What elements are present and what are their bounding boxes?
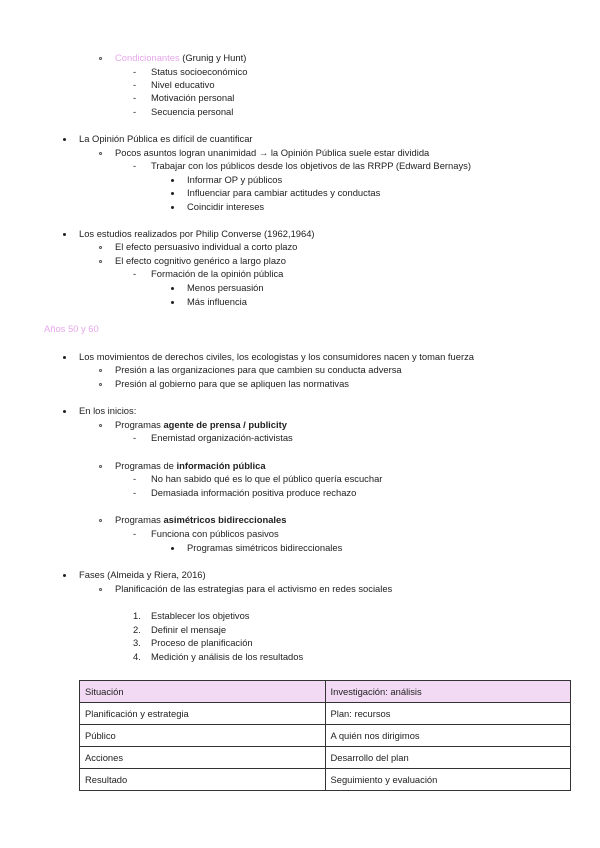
step-text: Medición y análisis de los resultados bbox=[151, 651, 304, 662]
table-cell: Desarrollo del plan bbox=[325, 747, 571, 769]
disc-bullet-icon bbox=[171, 287, 174, 290]
step-text: Proceso de planificación bbox=[151, 637, 253, 648]
table-cell: Resultado bbox=[80, 769, 326, 791]
list-item: Secuencia personal bbox=[151, 106, 234, 117]
table-row bbox=[80, 725, 571, 747]
program-line bbox=[115, 514, 286, 526]
disc-bullet-icon bbox=[63, 356, 66, 359]
circle-bullet-icon bbox=[99, 383, 102, 386]
dash-bullet-icon: - bbox=[133, 106, 137, 117]
disc-bullet-icon bbox=[171, 192, 174, 195]
list-item: Presión a las organizaciones para que cambien su conducta adversa bbox=[115, 364, 402, 375]
dash-bullet-icon: - bbox=[133, 473, 137, 484]
table-row bbox=[80, 769, 571, 791]
dash-bullet-icon: - bbox=[133, 79, 137, 90]
table-cell: A quién nos dirigimos bbox=[325, 725, 571, 747]
disc-bullet-icon bbox=[63, 410, 66, 413]
list-item: La Opinión Pública es difícil de cuantificar bbox=[79, 133, 253, 144]
dash-bullet-icon: - bbox=[133, 92, 137, 103]
circle-bullet-icon bbox=[99, 152, 102, 155]
program-line bbox=[115, 460, 266, 472]
circle-bullet-icon bbox=[99, 369, 102, 372]
table-cell: Público bbox=[80, 725, 326, 747]
list-item: Pocos asuntos logran unanimidad → la Opinión Pública suele estar dividida bbox=[115, 147, 430, 158]
program-name: asimétricos bidireccionales bbox=[163, 514, 287, 525]
list-item: Más influencia bbox=[187, 296, 247, 307]
circle-bullet-icon bbox=[99, 57, 102, 60]
disc-bullet-icon bbox=[63, 138, 66, 141]
list-item: Influenciar para cambiar actitudes y conductas bbox=[187, 187, 381, 198]
table-row bbox=[80, 747, 571, 769]
circle-bullet-icon bbox=[99, 519, 102, 522]
list-item: No han sabido qué es lo que el público quería escuchar bbox=[151, 473, 383, 484]
disc-bullet-icon bbox=[63, 574, 66, 577]
dash-bullet-icon: - bbox=[133, 268, 137, 279]
list-item: Programas simétricos bidireccionales bbox=[187, 542, 343, 553]
list-item: Nivel educativo bbox=[151, 79, 215, 90]
list-item: Coincidir intereses bbox=[187, 201, 265, 212]
dash-bullet-icon: - bbox=[133, 487, 137, 498]
condicionantes-keyword: Condicionantes bbox=[115, 52, 180, 63]
table-cell: Acciones bbox=[80, 747, 326, 769]
step-text: Establecer los objetivos bbox=[151, 610, 250, 621]
list-item: Enemistad organización-activistas bbox=[151, 432, 293, 443]
list-item: Status socioeconómico bbox=[151, 66, 248, 77]
table-row bbox=[80, 703, 571, 725]
program-name: agente de prensa / publicity bbox=[163, 419, 287, 430]
table-cell: Seguimiento y evaluación bbox=[325, 769, 571, 791]
list-item: Formación de la opinión pública bbox=[151, 268, 284, 279]
list-item: Funciona con públicos pasivos bbox=[151, 528, 279, 539]
table-cell: Planificación y estrategia bbox=[80, 703, 326, 725]
circle-bullet-icon bbox=[99, 260, 102, 263]
dash-bullet-icon: - bbox=[133, 160, 137, 171]
list-item: Menos persuasión bbox=[187, 282, 264, 293]
dash-bullet-icon: - bbox=[133, 432, 137, 443]
list-item: Los movimientos de derechos civiles, los ecologistas y los consumidores nacen y toman fuerza bbox=[79, 351, 474, 362]
table-cell: Plan: recursos bbox=[325, 703, 571, 725]
circle-bullet-icon bbox=[99, 424, 102, 427]
list-item: Demasiada información positiva produce rechazo bbox=[151, 487, 357, 498]
step-number: 2. bbox=[133, 624, 141, 635]
disc-bullet-icon bbox=[171, 206, 174, 209]
list-item: Motivación personal bbox=[151, 92, 235, 103]
list-item: Planificación de las estrategias para el activismo en redes sociales bbox=[115, 583, 393, 594]
step-number: 1. bbox=[133, 610, 141, 621]
condicionantes-rest: (Grunig y Hunt) bbox=[179, 52, 247, 63]
list-item: Los estudios realizados por Philip Converse (1962,1964) bbox=[79, 228, 315, 239]
dash-bullet-icon: - bbox=[133, 528, 137, 539]
step-number: 3. bbox=[133, 637, 141, 648]
table-header-row bbox=[80, 681, 571, 703]
planning-table bbox=[79, 680, 571, 791]
list-item: En los inicios: bbox=[79, 405, 137, 416]
section-heading: Años 50 y 60 bbox=[44, 323, 99, 334]
circle-bullet-icon bbox=[99, 465, 102, 468]
table-cell: Situación bbox=[80, 681, 326, 703]
list-item: Presión al gobierno para que se apliquen las normativas bbox=[115, 378, 349, 389]
program-prefix: Programas bbox=[115, 419, 164, 430]
dash-bullet-icon: - bbox=[133, 66, 137, 77]
condicionantes-line bbox=[115, 52, 246, 64]
disc-bullet-icon bbox=[171, 301, 174, 304]
disc-bullet-icon bbox=[171, 179, 174, 182]
list-item: Trabajar con los públicos desde los objetivos de las RRPP (Edward Bernays) bbox=[151, 160, 471, 171]
program-prefix: Programas bbox=[115, 514, 164, 525]
table-cell: Investigación: análisis bbox=[325, 681, 571, 703]
circle-bullet-icon bbox=[99, 588, 102, 591]
circle-bullet-icon bbox=[99, 246, 102, 249]
program-name: información pública bbox=[176, 460, 266, 471]
list-item: Informar OP y públicos bbox=[187, 174, 283, 185]
disc-bullet-icon bbox=[171, 547, 174, 550]
disc-bullet-icon bbox=[63, 233, 66, 236]
program-prefix: Programas de bbox=[115, 460, 177, 471]
list-item: El efecto cognitivo genérico a largo plazo bbox=[115, 255, 286, 266]
program-line bbox=[115, 419, 287, 431]
list-item: Fases (Almeida y Riera, 2016) bbox=[79, 569, 206, 580]
step-text: Definir el mensaje bbox=[151, 624, 227, 635]
step-number: 4. bbox=[133, 651, 141, 662]
list-item: El efecto persuasivo individual a corto plazo bbox=[115, 241, 298, 252]
